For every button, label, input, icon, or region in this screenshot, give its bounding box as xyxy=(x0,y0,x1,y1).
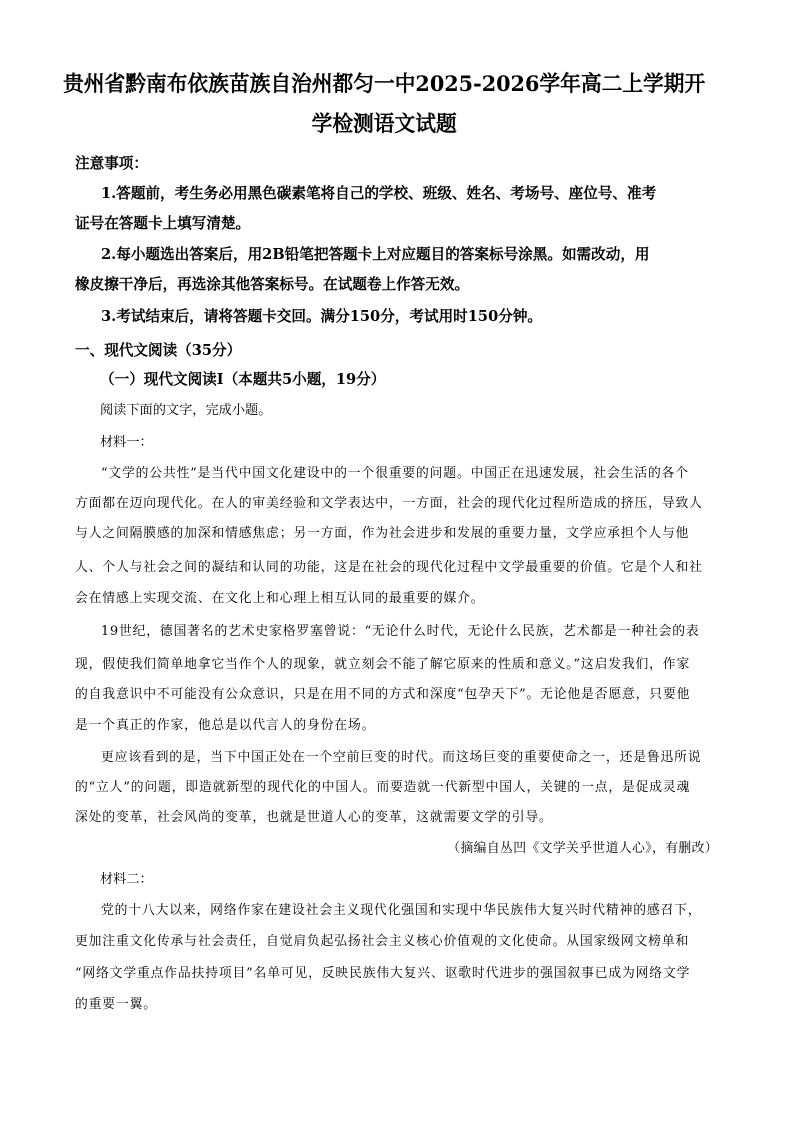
material-1-label: 材料一： xyxy=(100,435,153,450)
exam-title-line-1: 贵州省黔南布依族苗族自治州都匀一中2025-2026学年高二上学期开 xyxy=(63,72,706,97)
material-1-line: 更应该看到的是，当下中国正处在一个空前巨变的时代。而这场巨变的重要使命之一，还是鲁迅所说 xyxy=(101,750,702,765)
material-1-line: 人、个人与社会之间的凝结和认同的功能，这是在社会的现代化过程中文学最重要的价值。它是个人和社 xyxy=(75,560,703,575)
material-1-source: （摘编自丛凹《文学关乎世道人心》，有删改） xyxy=(447,841,718,856)
notice-heading: 注意事项： xyxy=(75,155,148,172)
material-1-line: “文学的公共性”是当代中国文化建设中的一个很重要的问题。中国正在迅速发展，社会生活的各个 xyxy=(101,466,689,481)
material-2-line: “网络文学重点作品扶持项目”名单可见，反映民族伟大复兴、讴歌时代进步的强国叙事已成为网络文学 xyxy=(75,966,691,981)
material-2-label: 材料二： xyxy=(100,872,153,887)
material-1-line: 的自我意识中不可能没有公众意识，只是在用不同的方式和深度“包孕天下”。无论他是否愿意，只要他 xyxy=(75,687,691,702)
material-1-line: 是一个真正的作家，他总是以代言人的身份在场。 xyxy=(75,718,376,733)
sub-section-heading: （一）现代文阅读Ⅰ（本题共5小题，19分） xyxy=(100,371,386,388)
notice-item-2-line-2: 橡皮擦干净后，再选涂其他答案标号。在试题卷上作答无效。 xyxy=(75,276,470,293)
material-1-line: 与人之间隔膜感的加深和情感焦虑；另一方面，作为社会进步和发展的重要力量，文学应承担个人与他 xyxy=(75,526,690,541)
material-2-line: 的重要一翼。 xyxy=(75,997,157,1012)
material-2-line: 党的十八大以来，网络作家在建设社会主义现代化强国和实现中华民族伟大复兴时代精神的感召下， xyxy=(101,903,702,918)
notice-item-1-line-1: 1.答题前，考生务必用黑色碳素笔将自己的学校、班级、姓名、考场号、座位号、准考 xyxy=(101,185,657,202)
material-1-line: 深处的变革，社会风尚的变革，也就是世道人心的变革，这就需要文学的引导。 xyxy=(75,810,553,825)
material-1-line: 19世纪，德国著名的艺术史家格罗塞曾说：“无论什么时代，无论什么民族，艺术都是一种社会的表 xyxy=(101,624,700,639)
notice-item-3: 3.考试结束后，请将答题卡交回。满分150分，考试用时150分钟。 xyxy=(101,308,543,325)
reading-instruction: 阅读下面的文字，完成小题。 xyxy=(100,403,272,418)
material-1-line: 方面都在迈向现代化。在人的审美经验和文学表达中，一方面，社会的现代化过程所造成的挤压，导致人 xyxy=(75,496,703,511)
exam-title-line-2: 学检测语文试题 xyxy=(311,112,457,137)
notice-item-1-line-2: 证号在答题卡上填写清楚。 xyxy=(75,215,251,232)
material-2-line: 更加注重文化传承与社会责任，自觉肩负起弘扬社会主义核心价值观的文化使命。从国家级网文榜单和 xyxy=(75,934,690,949)
material-1-line: 现，假使我们简单地拿它当作个人的现象，就立刻会不能了解它原来的性质和意义。”这启发我们，作家 xyxy=(75,657,691,672)
material-1-line: 会在情感上实现交流、在文化上和心理上相互认同的最重要的媒介。 xyxy=(75,591,485,606)
section-heading: 一、现代文阅读（35分） xyxy=(75,342,242,359)
material-1-line: 的“立人”的问题，即造就新型的现代化的中国人。而要造就一代新型中国人，关键的一点，是促成灵魂 xyxy=(75,780,691,795)
notice-item-2-line-1: 2.每小题选出答案后，用2B铅笔把答题卡上对应题目的答案标号涂黑。如需改动，用 xyxy=(101,246,650,263)
